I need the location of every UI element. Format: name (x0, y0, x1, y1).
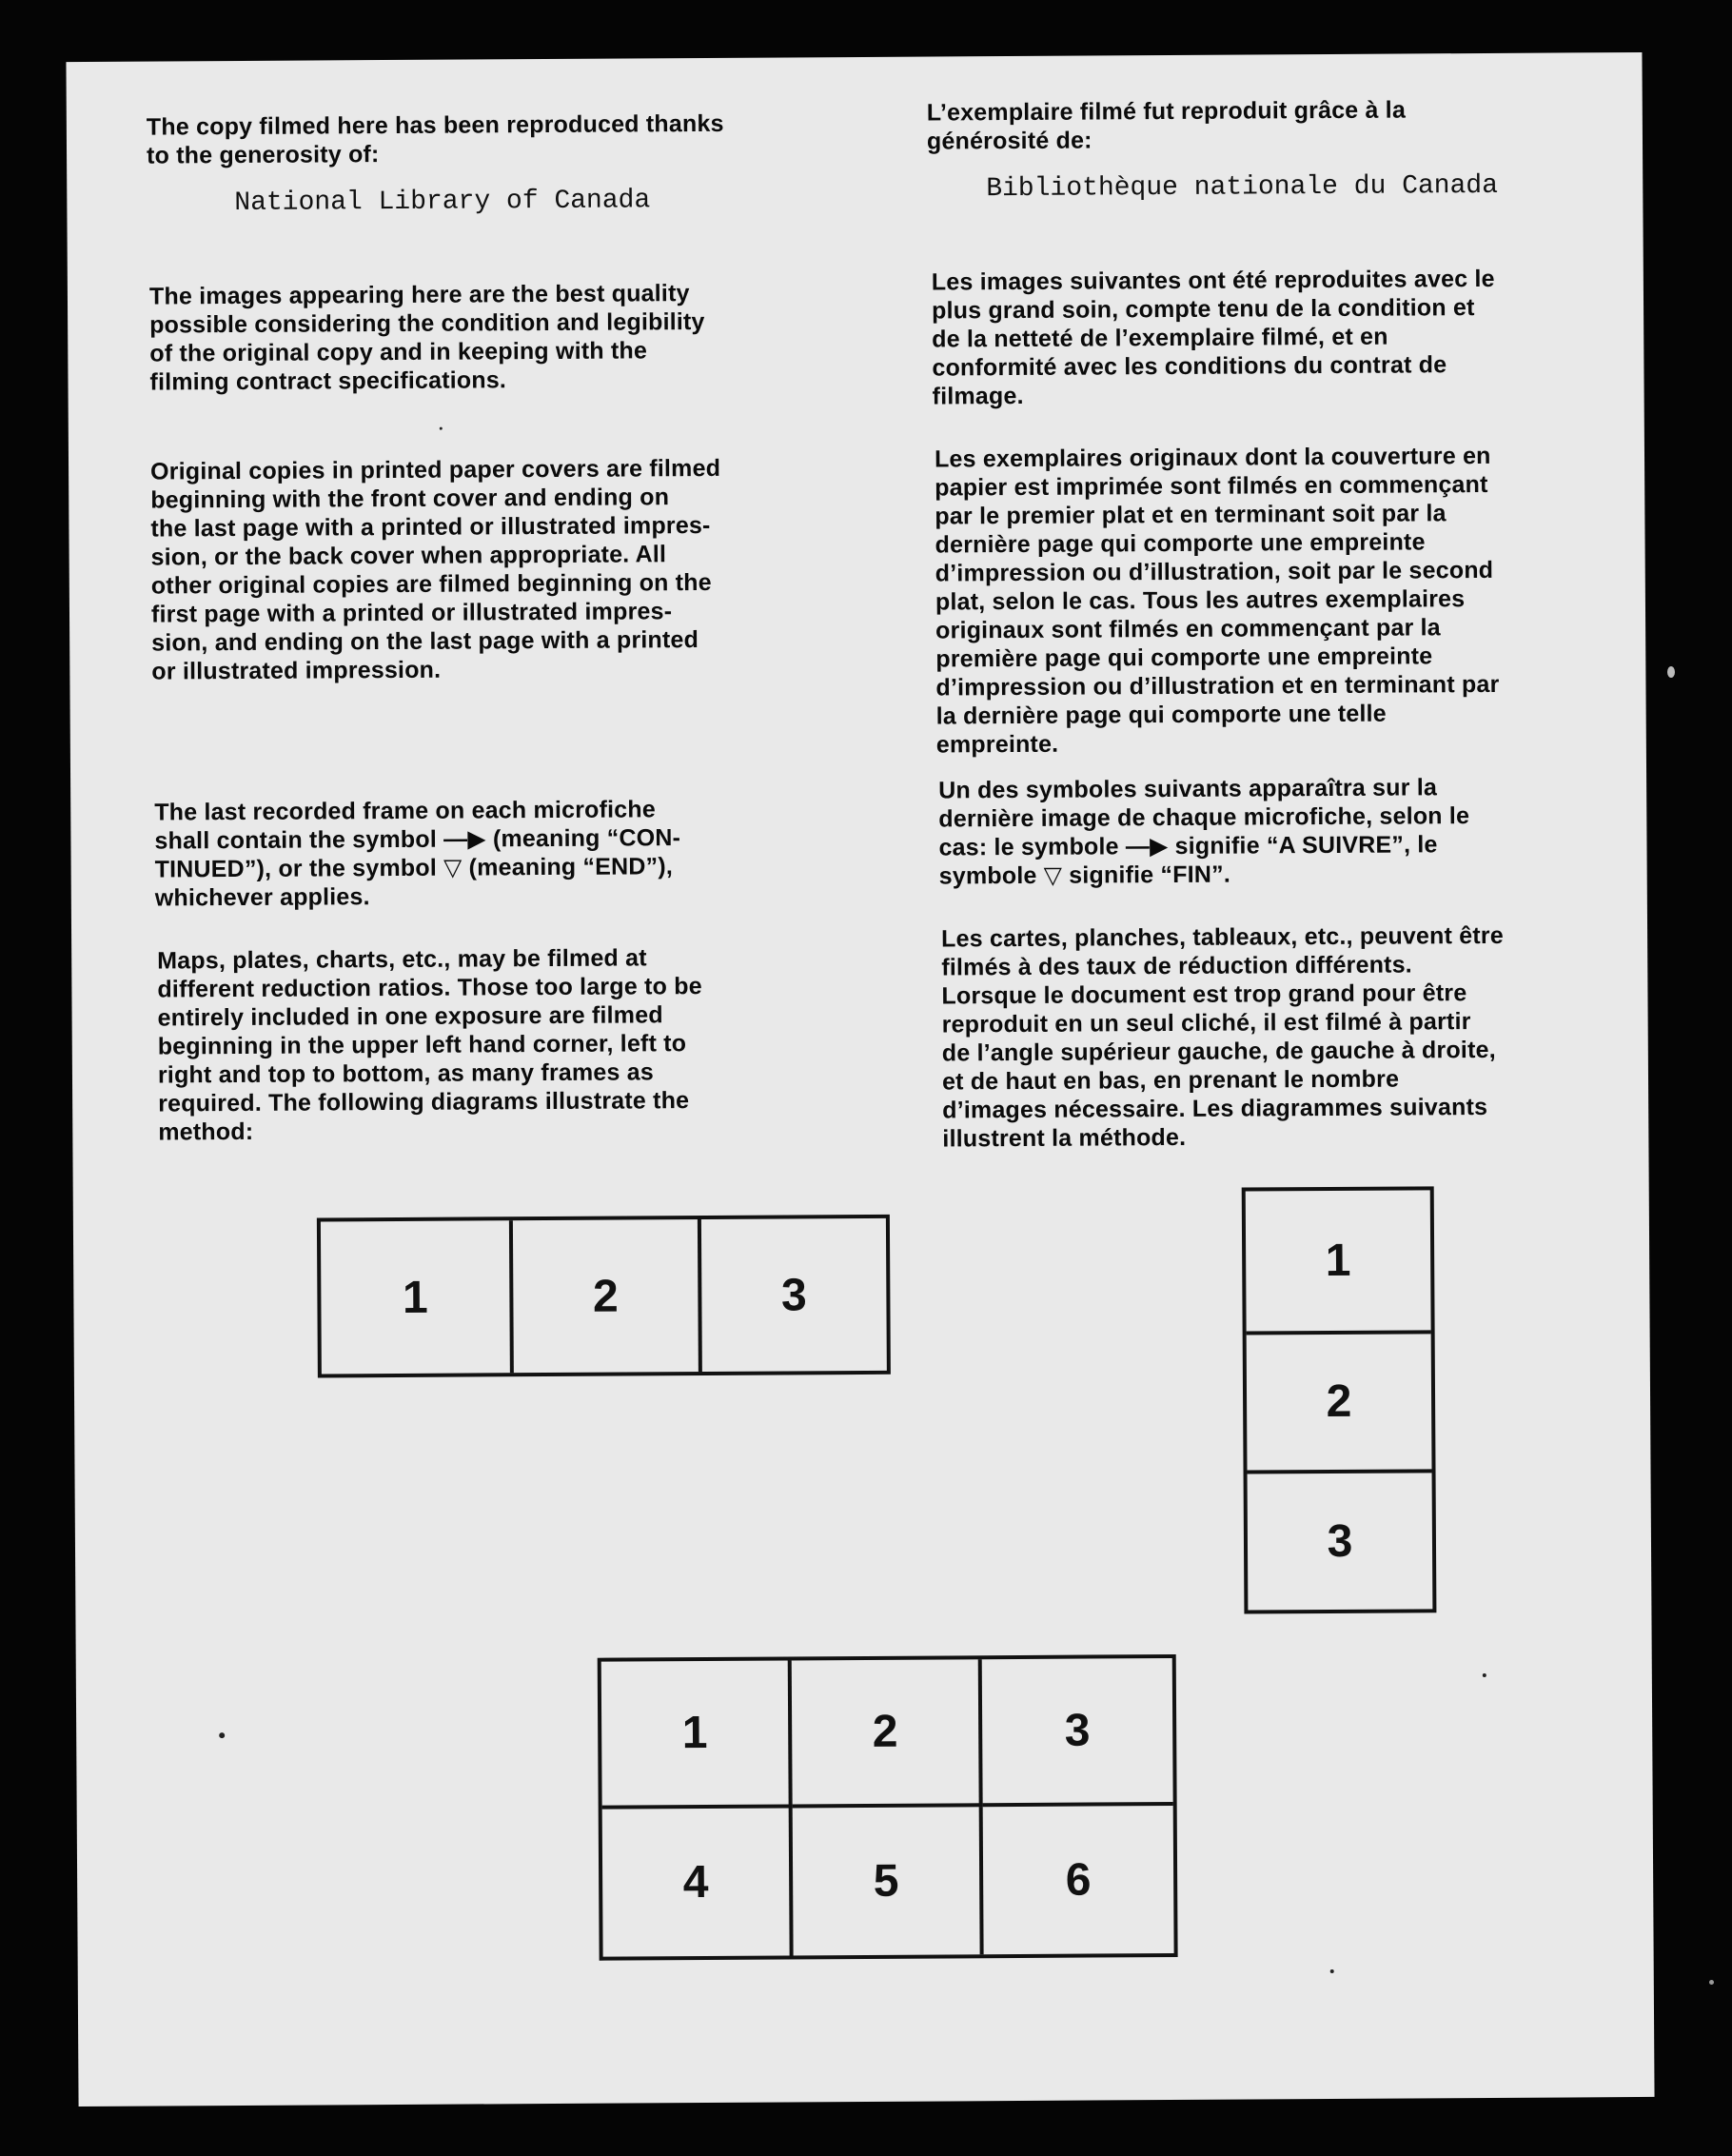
left-thanks-text: The copy filmed here has been reproduced thanks to the generosity of: (146, 109, 724, 169)
scan-speck (1330, 1969, 1334, 1973)
scan-speck (1483, 1673, 1486, 1677)
frame-cell: 3 (1248, 1470, 1433, 1611)
frame-cell: 1 (402, 1272, 428, 1323)
frame-cell: 5 (793, 1807, 984, 1955)
frame-cell: 2 (509, 1219, 699, 1373)
scanned-page (66, 52, 1654, 2107)
frame-cell: 6 (1065, 1854, 1092, 1906)
frame-cell: 2 (1247, 1330, 1432, 1471)
frame-cell: 1 (1325, 1235, 1351, 1286)
frame-cell: 3 (982, 1658, 1173, 1807)
right-quality-text: Les images suivantes ont été reproduites avec le plus grand soin, compte tenu de la condition et de la netteté de l’exemplaire filmé, et en conformité avec les conditions du contrat de filmage. (931, 265, 1495, 410)
diagram-vertical-frames (1242, 1186, 1437, 1613)
scan-speck (1667, 666, 1675, 678)
right-originals-text: Les exemplaires originaux dont la couverture en papier est imprimée sont filmés en commençant par le premier plat et en terminant soit par la dernière page qui comporte une empreinte d’impression ou d’illustration, soit par le second plat, selon le cas. Tous les autres exemplaires originaux sont filmés en commençant par la première page qui comporte une empreinte d’impression ou d’illustration et en terminant par la dernière page qui comporte une telle empreinte. (934, 442, 1500, 759)
frame-cell: 1 (601, 1660, 793, 1809)
scan-speck (440, 427, 443, 430)
diagram-horizontal-frames (317, 1215, 891, 1378)
scan-speck (219, 1732, 225, 1738)
left-maps-text: Maps, plates, charts, etc., may be filmed at different reduction ratios. Those too large to be entirely included in one exposure are filmed beginning in the upper left hand corner, left to right and top to bottom, as many frames as required. The following diagrams illustrate the method: (157, 944, 702, 1146)
right-library-name: Bibliothèque nationale du Canada (986, 170, 1499, 205)
scan-speck (1709, 1980, 1714, 1985)
right-symbols-text: Un des symboles suivants apparaîtra sur la dernière image de chaque microfiche, selon le cas: le symbole —▶ signifie “A SUIVRE”, le symbole ▽ signifie “FIN”. (938, 774, 1470, 890)
left-quality-text: The images appearing here are the best quality possible considering the condition and legibility of the original copy and in keeping with the filming contract specifications. (148, 280, 705, 396)
frame-cell: 3 (698, 1218, 887, 1372)
right-maps-text: Les cartes, planches, tableaux, etc., peuvent être filmés à des taux de réduction différents. Lorsque le document est trop grand pour être reproduit en un seul cliché, il est filmé à partir de l’angle supérieur gauche, de gauche à droite, et de haut en bas, en prenant le nombre d’images nécessaire. Les diagrammes suivants illustrent la méthode. (941, 921, 1504, 1153)
frame-cell: 4 (602, 1808, 794, 1956)
left-symbols-text: The last recorded frame on each microfiche shall contain the symbol —▶ (meaning “CON- TINUED”), or the symbol ▽ (meaning “END”), whichever applies. (154, 796, 681, 912)
left-library-name: National Library of Canada (234, 186, 651, 218)
diagram-grid-frames (598, 1654, 1178, 1961)
left-originals-text: Original copies in printed paper covers are filmed beginning with the front cover and ending on the last page with a printed or illustrated impres- sion, or the back cover when appropriate. All other original copies are filmed beginning on the first page with a printed or illustrated impres- sion, and ending on the last page with a printed or illustrated impression. (150, 454, 721, 685)
frame-cell: 2 (792, 1659, 983, 1808)
right-thanks-text: L’exemplaire filmé fut reproduit grâce à la générosité de: (926, 96, 1407, 155)
